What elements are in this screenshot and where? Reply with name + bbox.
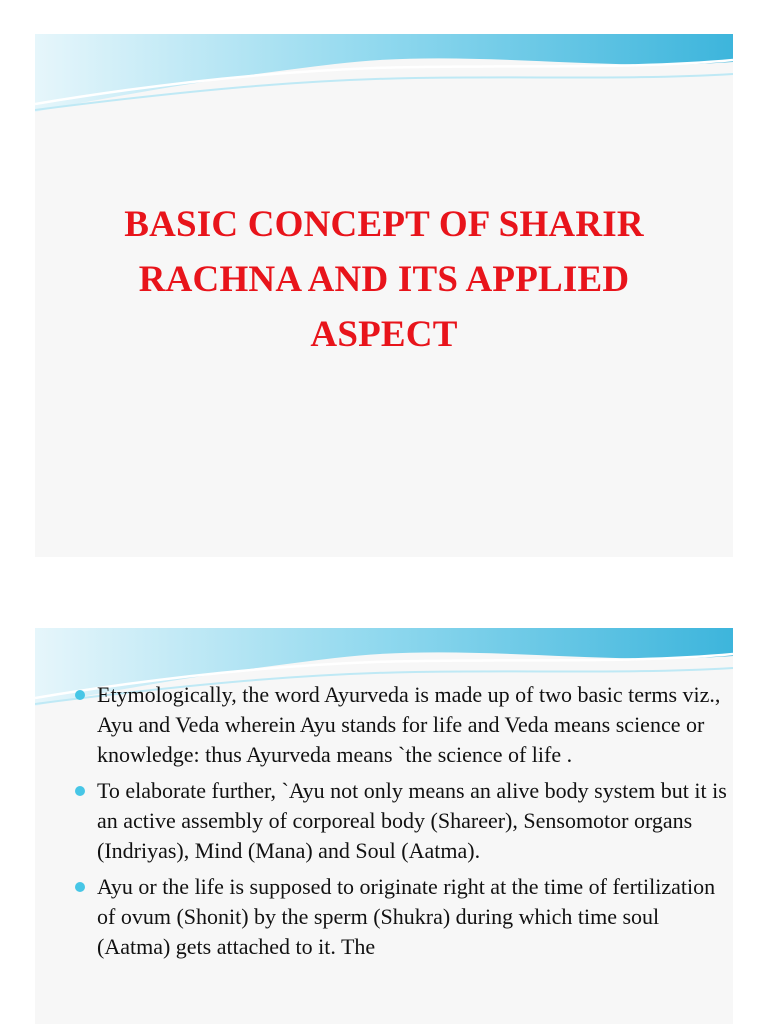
title-line: ASPECT: [310, 314, 458, 355]
title-line: BASIC CONCEPT OF SHARIR: [124, 204, 644, 245]
bullet-item: [75, 680, 733, 770]
bullet-text: To elaborate further, `Ayu not only means an alive body system but it is an active assembly of corporeal body (Shareer), Sensomotor organs (Indriyas), Mind (Mana) and Soul (Aatma).: [97, 778, 727, 863]
title-line: RACHNA AND ITS APPLIED: [138, 259, 630, 300]
slide-1: [35, 34, 733, 557]
slide-2: [35, 628, 733, 1024]
bullet-dot-icon: [75, 690, 85, 700]
bullet-list: [75, 680, 733, 968]
bullet-item: [75, 776, 733, 866]
slide-title: [35, 197, 733, 362]
bullet-item: [75, 872, 733, 962]
header-wave-decoration: [35, 34, 733, 114]
bullet-text: Ayu or the life is supposed to originate right at the time of fertilization of ovum (Shonit) by the sperm (Shukra) during which time soul (Aatma) gets attached to it. The: [97, 874, 716, 959]
bullet-dot-icon: [75, 786, 85, 796]
bullet-dot-icon: [75, 882, 85, 892]
bullet-text: Etymologically, the word Ayurveda is made up of two basic terms viz., Ayu and Veda wherein Ayu stands for life and Veda means science or knowledge: thus Ayurveda means `the science of life .: [97, 682, 721, 767]
